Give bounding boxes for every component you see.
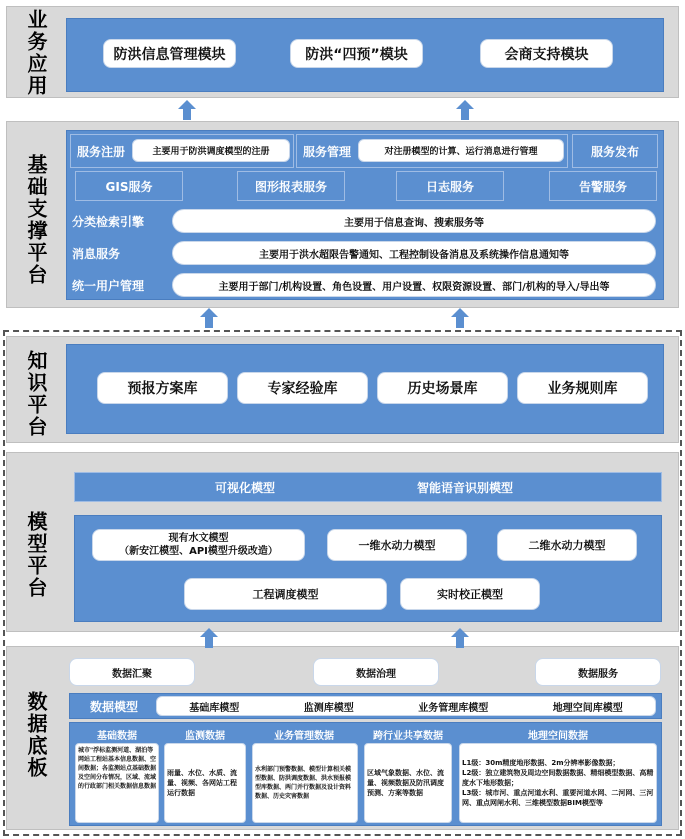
search-engine-desc: 主要用于信息查询、搜索服务等 <box>172 209 656 233</box>
log-service[interactable]: 日志服务 <box>396 171 504 201</box>
up-arrow-icon <box>451 628 469 648</box>
foundation-label: 基础支撑平台 <box>24 154 48 286</box>
monitor-library-model: 监测库模型 <box>303 702 354 714</box>
up-arrow-icon <box>451 308 469 328</box>
business-library-model: 业务管理库模型 <box>418 702 489 714</box>
business-data-title: 业务管理数据 <box>274 730 334 742</box>
data-governance[interactable]: 数据治理 <box>313 658 439 686</box>
service-manage-label: 服务管理 <box>303 144 352 159</box>
message-service-label: 消息服务 <box>72 246 121 261</box>
data-service[interactable]: 数据服务 <box>535 658 661 686</box>
alarm-service[interactable]: 告警服务 <box>549 171 657 201</box>
cross-industry-data-body: 区域气象数据、水位、流量、视频数据及防汛调度预测、方案等数据 <box>364 743 452 823</box>
visualization-model[interactable]: 可视化模型 <box>215 480 276 495</box>
user-management-desc: 主要用于部门/机构设置、角色设置、用户设置、权限资源设置、部门/机构的导入/导出等 <box>172 273 656 297</box>
service-manage-desc: 对注册模型的计算、运行消息进行管理 <box>358 139 564 162</box>
monitor-data-body: 雨量、水位、水质、流量、视频、各网站工程运行数据 <box>164 743 246 823</box>
service-register-label: 服务注册 <box>77 144 126 159</box>
monitor-data-title: 监测数据 <box>185 730 225 742</box>
model-top-band <box>74 472 662 502</box>
two-dim-hydrodynamic-model[interactable]: 二维水动力模型 <box>497 529 637 561</box>
business-data-body: 水利部门预警数据、模型计算相关模型数据、防洪调度数据、洪水预报模型库数据、两门并行数据及设计资料数据、历史灾害数据 <box>252 743 358 823</box>
geospatial-library-model: 地理空间库模型 <box>552 702 623 714</box>
hydrology-model[interactable]: 现有水文模型 （新安江模型、API模型升级改造） <box>92 529 305 561</box>
forecast-plan-library[interactable]: 预报方案库 <box>97 372 228 404</box>
knowledge-label: 知识平台 <box>24 350 48 438</box>
data-model-list <box>156 696 656 716</box>
message-service-desc: 主要用于洪水超限告警通知、工程控制设备消息及系统操作信息通知等 <box>172 241 656 265</box>
up-arrow-icon <box>456 100 474 120</box>
gis-service[interactable]: GIS服务 <box>75 171 183 201</box>
model-label: 模型平台 <box>24 511 48 599</box>
engineering-dispatch-model[interactable]: 工程调度模型 <box>184 578 387 610</box>
history-scene-library[interactable]: 历史场景库 <box>377 372 508 404</box>
user-management-label: 统一用户管理 <box>72 278 145 293</box>
base-library-model: 基础库模型 <box>189 702 240 714</box>
report-service[interactable]: 图形报表服务 <box>237 171 345 201</box>
realtime-correction-model[interactable]: 实时校正模型 <box>400 578 540 610</box>
geospatial-data-title: 地理空间数据 <box>528 730 588 742</box>
search-engine-label: 分类检索引擎 <box>72 214 145 229</box>
up-arrow-icon <box>200 308 218 328</box>
base-data-title: 基础数据 <box>97 730 137 742</box>
expert-experience-library[interactable]: 专家经验库 <box>237 372 368 404</box>
business-label: 业务应用 <box>24 9 48 97</box>
module-consult[interactable]: 会商支持模块 <box>480 39 613 68</box>
up-arrow-icon <box>200 628 218 648</box>
base-data-body: 城市"浮标监测河道、湖泊等网站工程站基本信息数据、空间数据；各监测站点基础数据及空间分布情况，区域、流域的行政部门相关数据信息数据 <box>75 743 159 823</box>
module-four-pre[interactable]: 防洪“四预”模块 <box>290 39 423 68</box>
geospatial-data-body: L1级：30m精度地形数据、2m分辨率影像数据； L2级：独立建筑物及周边空间数据数据、精细模型数据、高精度水下地形数据； L3级：城市河、重点河道水利、重要河道水网、二河网、三河网、重点网闸水利、三维模型数据BIM模型等 <box>459 743 657 823</box>
up-arrow-icon <box>178 100 196 120</box>
business-rule-library[interactable]: 业务规则库 <box>517 372 648 404</box>
cross-industry-data-title: 跨行业共享数据 <box>373 730 443 742</box>
data-model-label: 数据模型 <box>90 699 139 714</box>
one-dim-hydrodynamic-model[interactable]: 一维水动力模型 <box>327 529 467 561</box>
data-aggregation[interactable]: 数据汇聚 <box>69 658 195 686</box>
voice-recognition-model[interactable]: 智能语音识别模型 <box>417 480 514 495</box>
module-flood-info[interactable]: 防洪信息管理模块 <box>103 39 236 68</box>
data-label: 数据底板 <box>24 691 48 779</box>
service-register-desc: 主要用于防洪调度模型的注册 <box>132 139 290 162</box>
service-publish-cell[interactable]: 服务发布 <box>572 134 658 168</box>
